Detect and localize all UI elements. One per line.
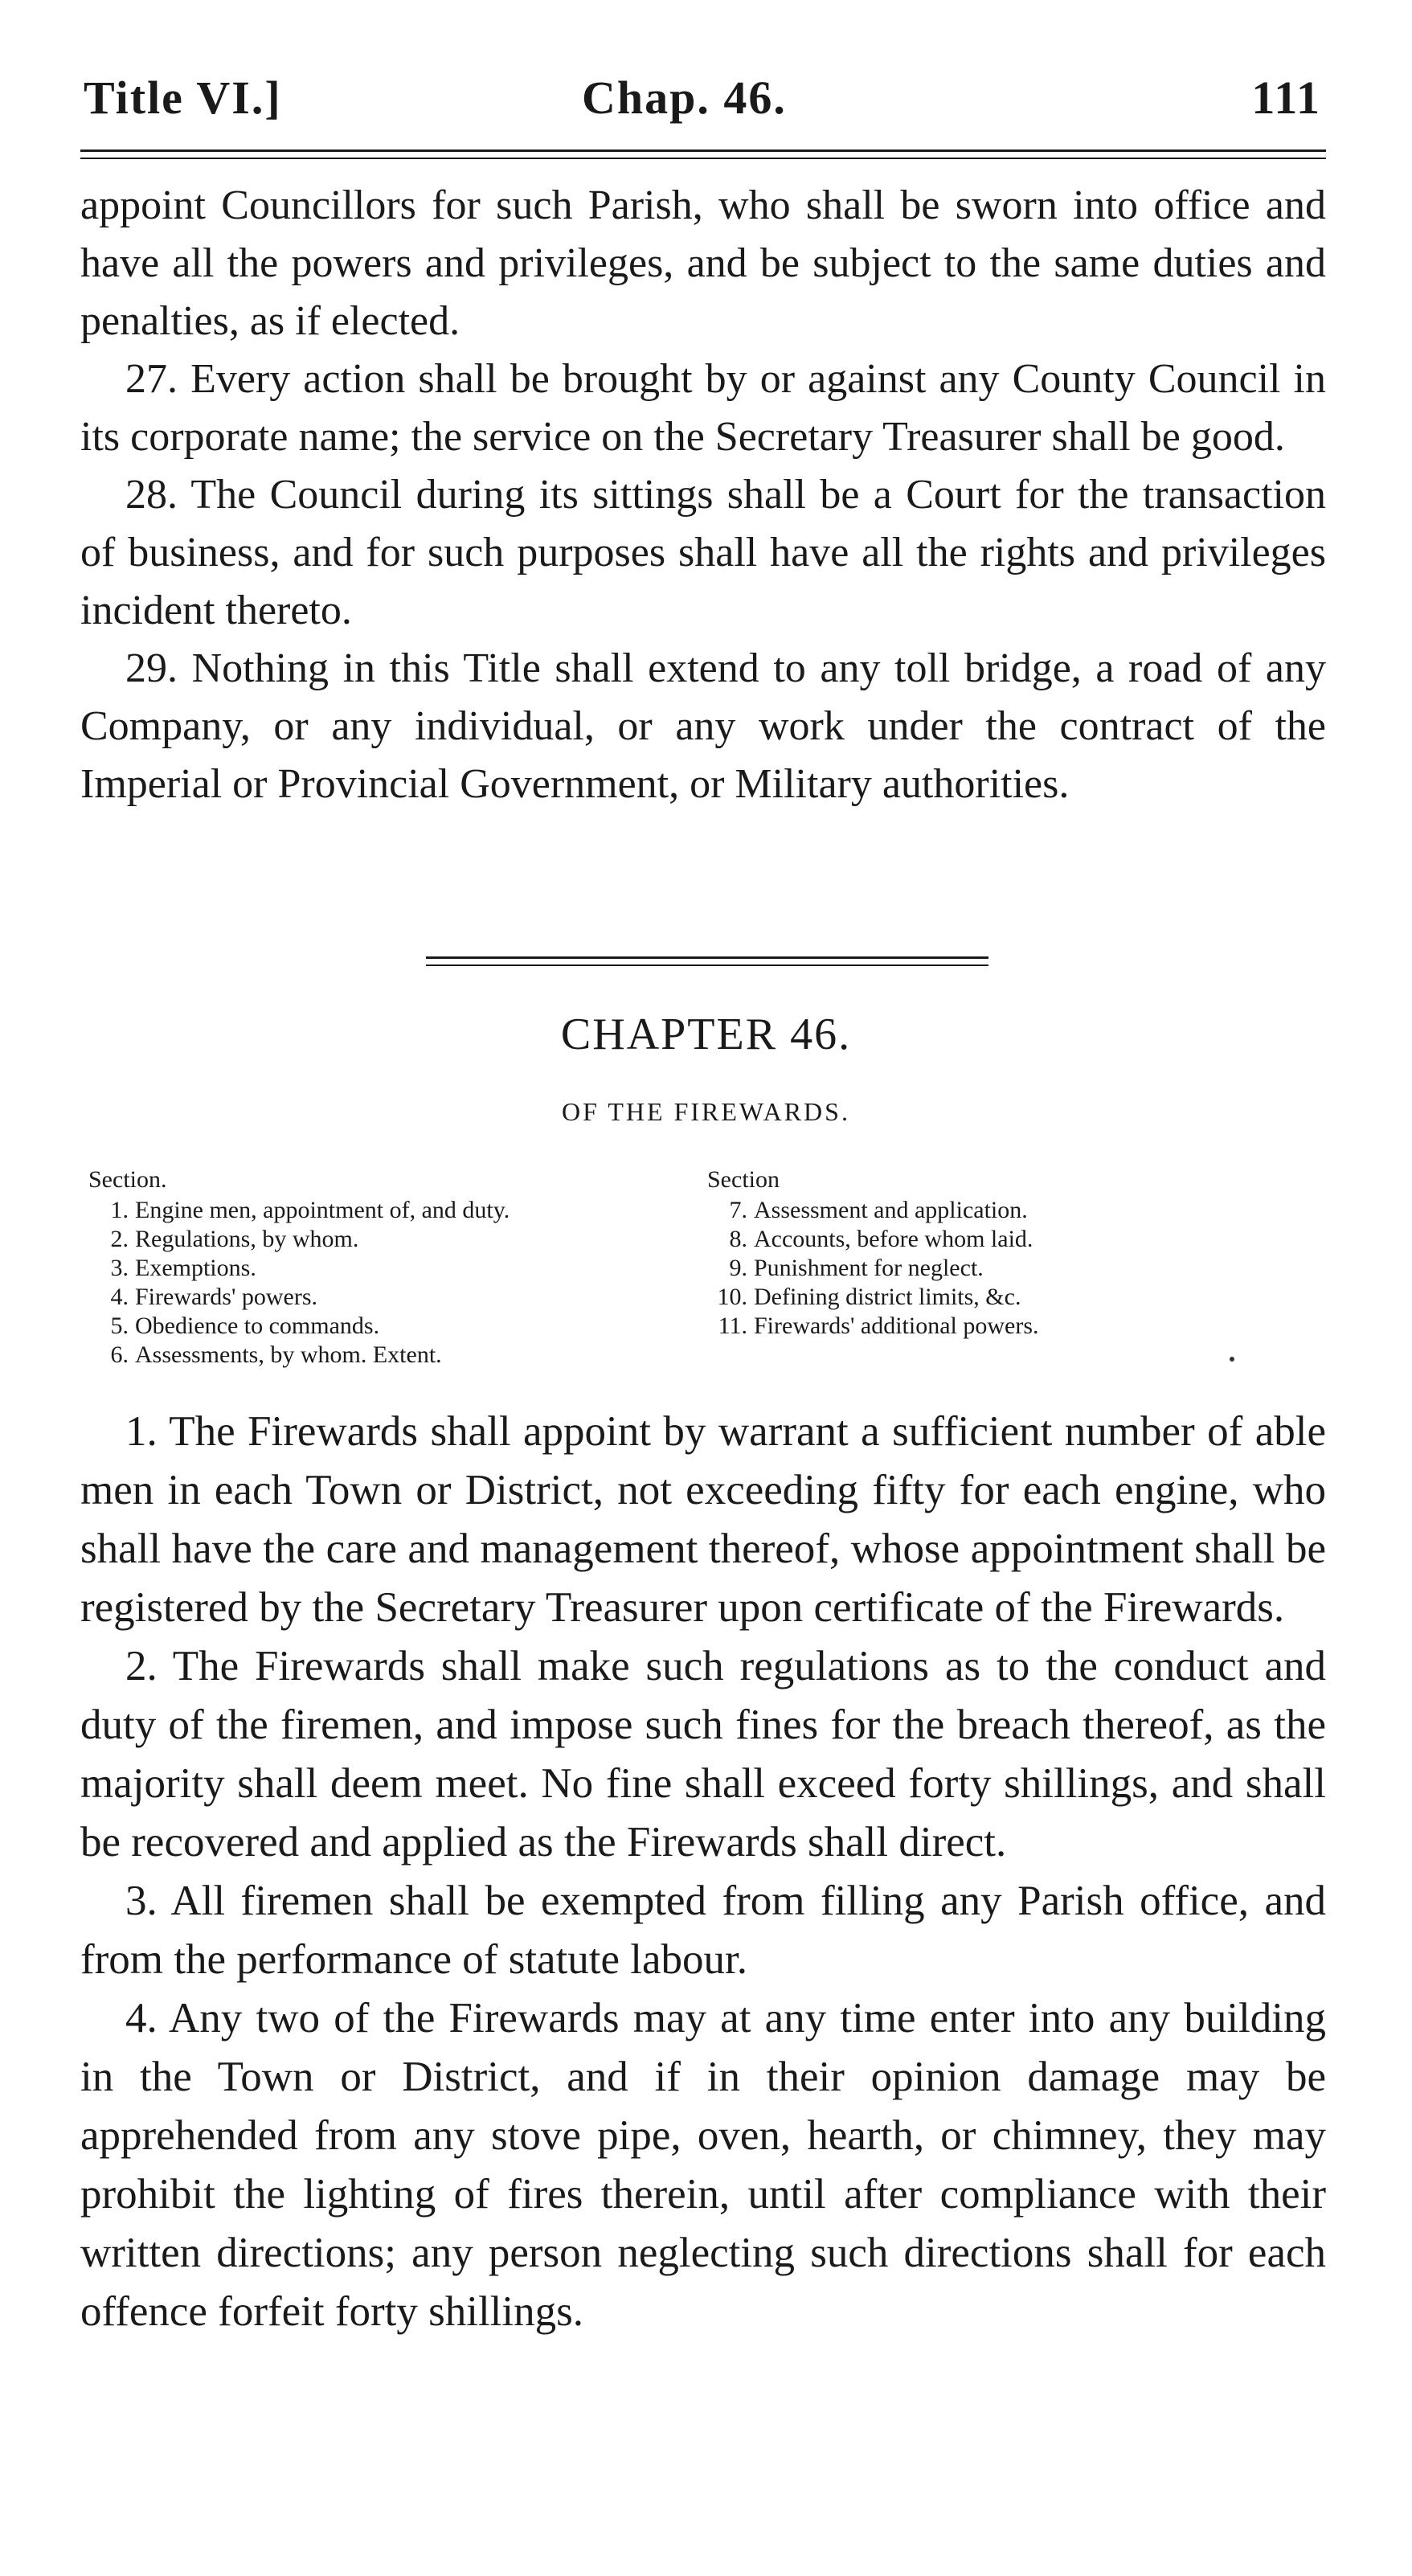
header-title: Title VI.]: [84, 72, 282, 124]
toc-item-text: Accounts, before whom laid.: [754, 1226, 1033, 1252]
toc-item: [707, 1312, 1039, 1341]
toc-item-number: 9.: [729, 1255, 747, 1281]
toc-item-number: 2.: [110, 1226, 129, 1252]
header-rule-top: [80, 149, 1326, 152]
toc-item: [88, 1196, 510, 1225]
section-29: 29. Nothing in this Title shall extend to any toll bridge, a road of any Company, or any individual, or any work under the contract of the Imperial or Provincial Government, or Military authorities.: [80, 645, 1326, 807]
toc-item: [707, 1254, 1039, 1283]
toc-left: [88, 1165, 510, 1370]
chapter-rule-top: [426, 956, 988, 959]
toc-item: [707, 1225, 1039, 1254]
toc-item-text: Assessments, by whom. Extent.: [135, 1341, 442, 1368]
toc-item: [88, 1341, 510, 1370]
section-1: 1. The Firewards shall appoint by warrant a sufficient number of able men in each Town or District, not exceeding fifty for each engine, who shall have the care and management thereof, whose appointment shall be registered by the Secretary Treasurer upon certificate of the Firewards.: [80, 1408, 1326, 1631]
stray-mark: [1230, 1357, 1234, 1362]
paragraph-continued: appoint Councillors for such Parish, who shall be sworn into office and have all the powers and privileges, and be subject to the same duties and penalties, as if elected.: [80, 182, 1326, 344]
chapter-sections: [80, 1403, 1326, 2341]
toc-item-number: 11.: [718, 1313, 747, 1339]
toc-item-text: Punishment for neglect.: [754, 1255, 984, 1281]
toc-item: [707, 1283, 1039, 1312]
toc-item-text: Obedience to commands.: [135, 1313, 380, 1339]
chapter-heading: CHAPTER 46.: [560, 1010, 852, 1059]
toc-item-number: 1.: [110, 1197, 129, 1223]
section-4: 4. Any two of the Firewards may at any time enter into any building in the Town or District, and if in their opinion damage may be apprehended from any stove pipe, oven, hearth, or chimney, they may prohibit the lighting of fires therein, until after compliance with their written directions; any person neglecting such directions shall for each offence forfeit forty shillings.: [80, 1995, 1326, 2335]
toc-item-number: 5.: [110, 1313, 129, 1339]
toc-item-text: Firewards' additional powers.: [754, 1313, 1039, 1339]
toc-item-text: Firewards' powers.: [135, 1284, 318, 1310]
toc-item-number: 3.: [110, 1255, 129, 1281]
toc-item: [88, 1254, 510, 1283]
toc-item-number: 7.: [729, 1197, 747, 1223]
section-3: 3. All firemen shall be exempted from filling any Parish office, and from the performance of statute labour.: [80, 1878, 1326, 1983]
toc-right-header: Section: [707, 1166, 780, 1193]
section-28: 28. The Council during its sittings shall be a Court for the transaction of business, and for such purposes shall have all the rights and privileges incident thereto.: [80, 472, 1326, 633]
toc-item: [88, 1312, 510, 1341]
toc-item-text: Engine men, appointment of, and duty.: [135, 1197, 510, 1223]
toc-item-number: 4.: [110, 1284, 129, 1310]
toc-right: [707, 1165, 1039, 1341]
header-chapter: Chap. 46.: [582, 72, 787, 124]
section-27: 27. Every action shall be brought by or against any County Council in its corporate name; the service on the Secretary Treasurer shall be good.: [80, 356, 1326, 460]
chapter-rule-bottom: [426, 964, 988, 966]
toc-item-number: 6.: [110, 1341, 129, 1368]
page-number: 111: [1251, 72, 1321, 124]
toc-item: [88, 1283, 510, 1312]
toc-item-number: 10.: [717, 1284, 747, 1310]
continued-text: [80, 177, 1326, 813]
toc-item-text: Regulations, by whom.: [135, 1226, 359, 1252]
toc-item: [707, 1196, 1039, 1225]
toc-item-number: 8.: [729, 1226, 747, 1252]
toc-item-text: Exemptions.: [135, 1255, 256, 1281]
section-2: 2. The Firewards shall make such regulations as to the conduct and duty of the firemen, and impose such fines for the breach thereof, as the majority shall deem meet. No fine shall exceed forty shillings, and shall be recovered and applied as the Firewards shall direct.: [80, 1643, 1326, 1865]
running-header: [84, 71, 1321, 135]
toc-item-text: Assessment and application.: [754, 1197, 1028, 1223]
header-rule-bottom: [80, 158, 1326, 159]
toc-item-text: Defining district limits, &c.: [754, 1284, 1021, 1310]
toc-item: [88, 1225, 510, 1254]
toc-left-header: Section.: [88, 1166, 167, 1193]
chapter-subheading: OF THE FIREWARDS.: [562, 1097, 850, 1126]
